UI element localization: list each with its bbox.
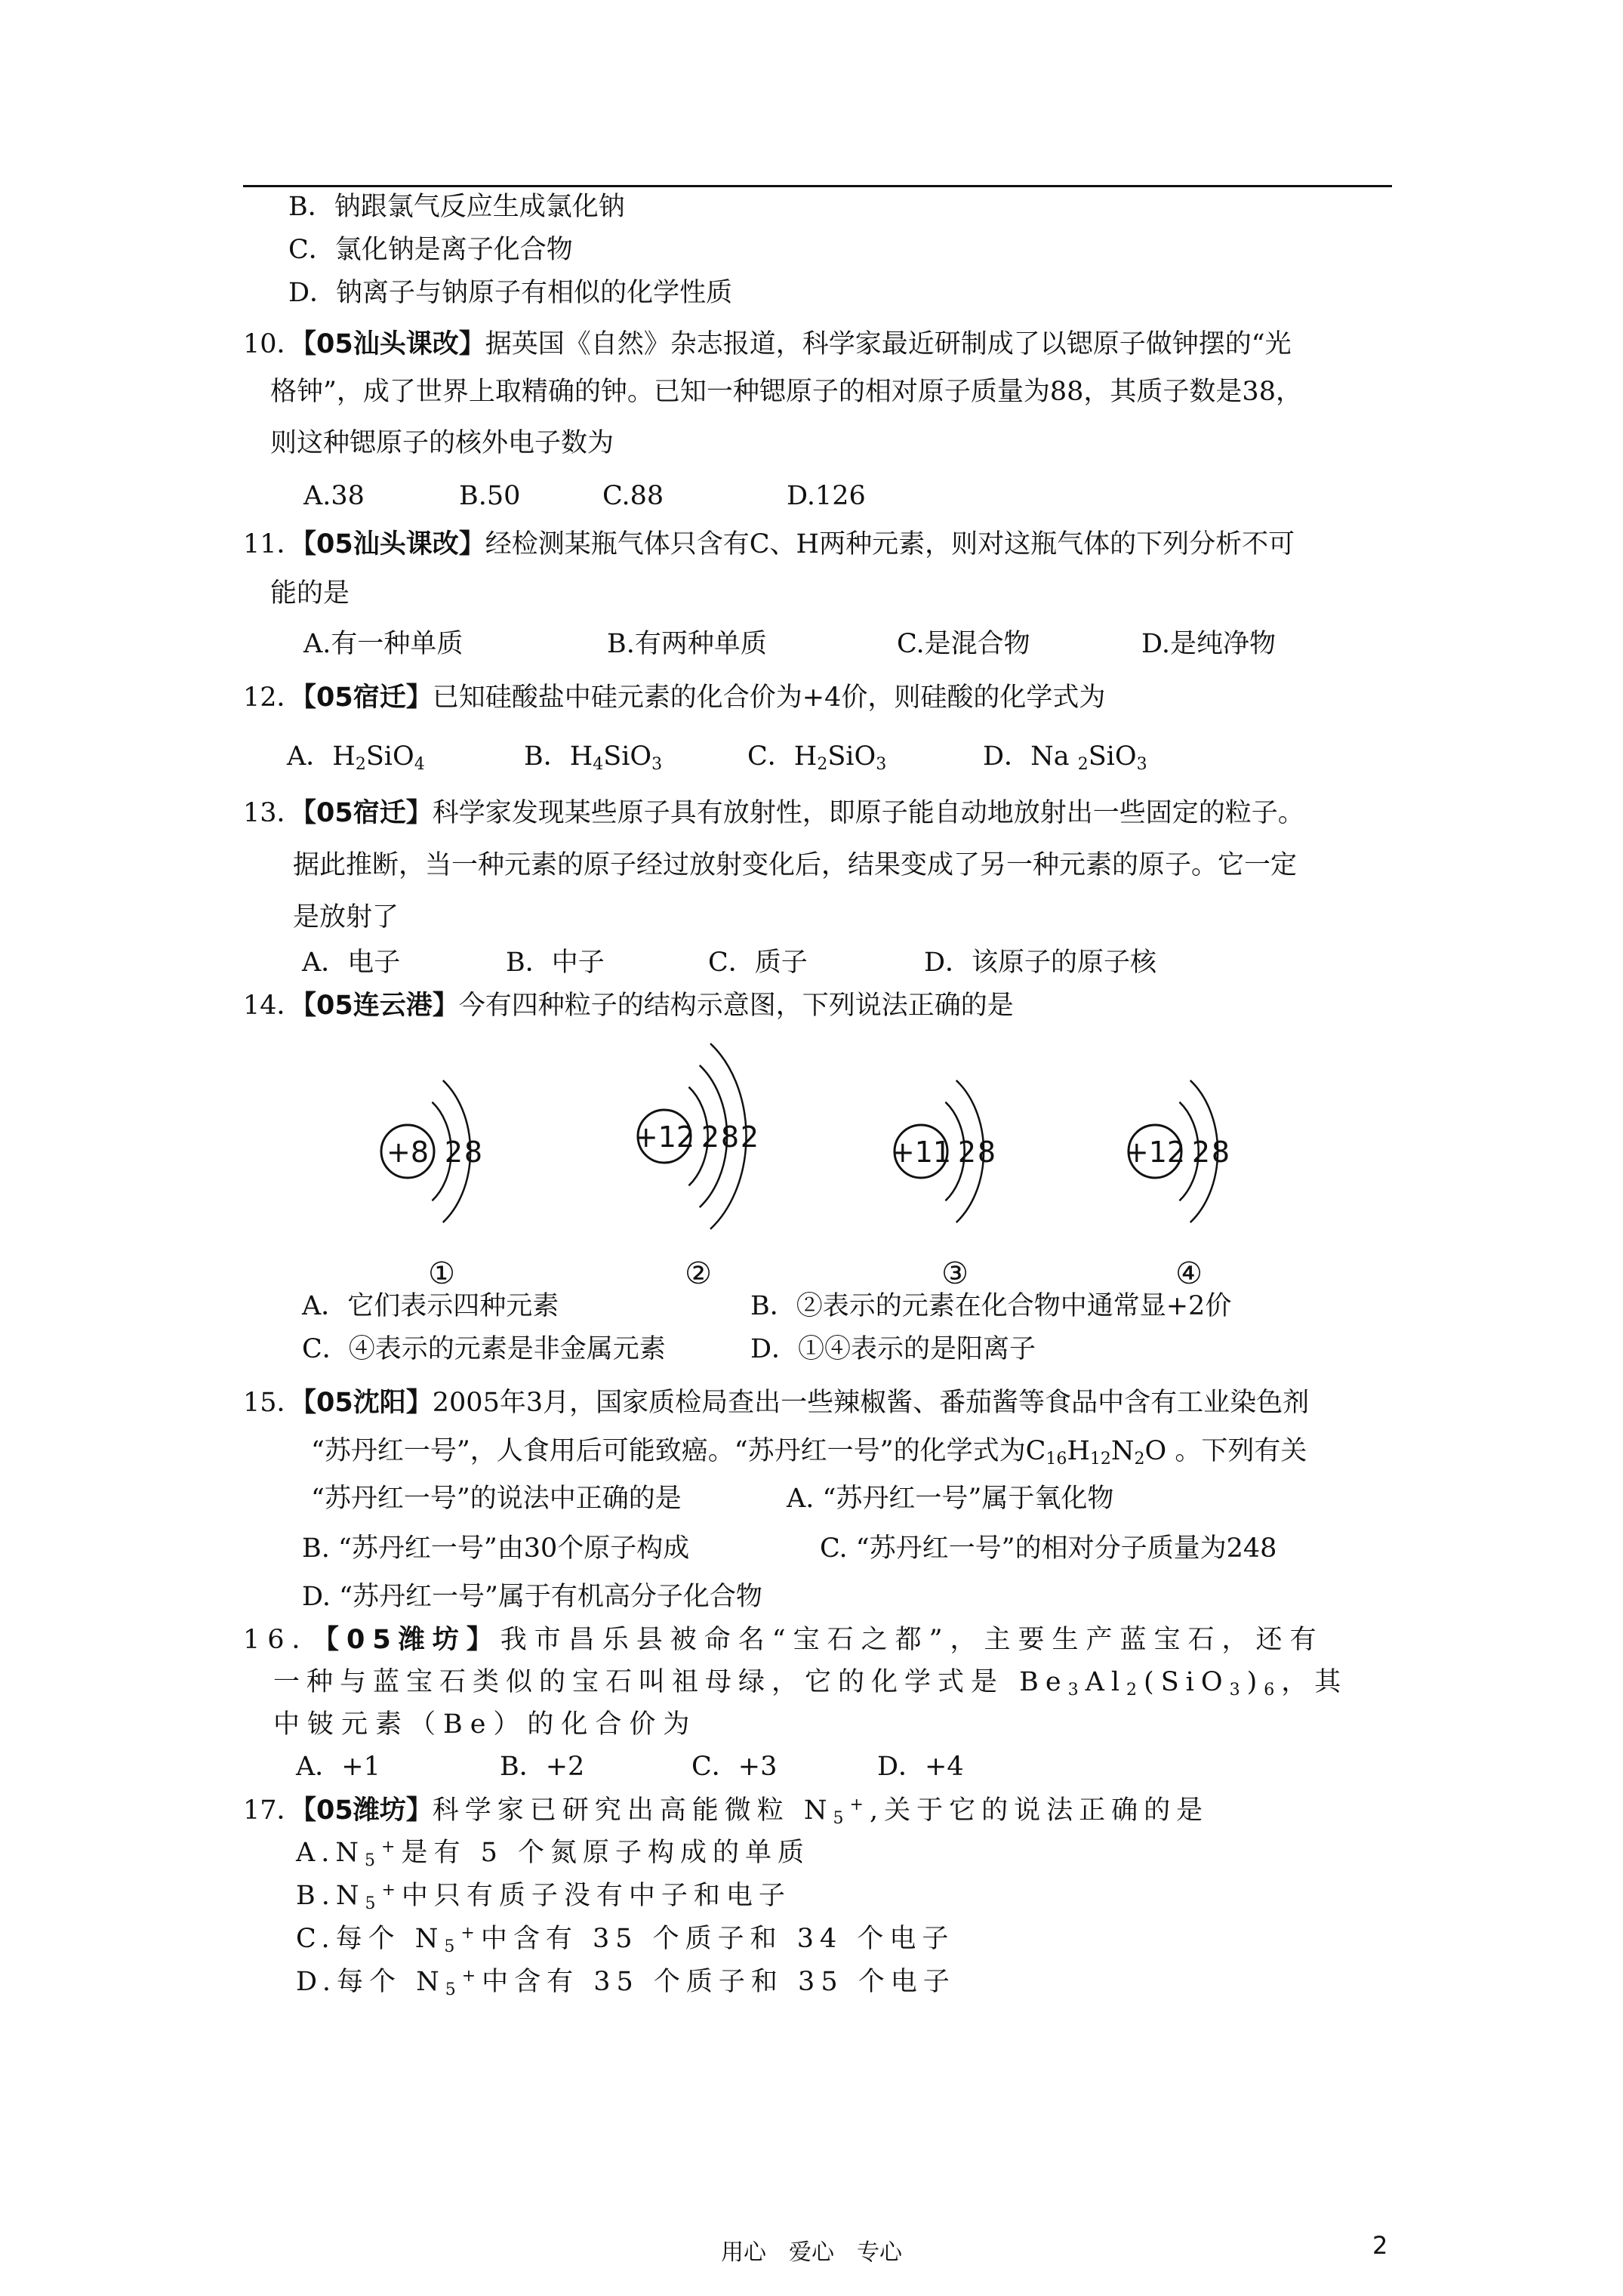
particle-3 [891,1080,996,1291]
q10-option-c: C.88 [602,481,664,511]
particle-label: ④ [1175,1256,1203,1291]
q10-number: 10． [243,329,303,359]
q15-number: 15． [243,1388,303,1418]
q15-source-tag: 【05沈阳】 [303,1388,433,1418]
q15-option-c: C. “苏丹红一号”的相对分子质量为248 [820,1533,1277,1564]
q13-option-a: A．电子 [302,948,401,978]
q14-line1 [243,988,1014,1024]
q11-number: 11． [243,529,303,559]
q11-stem-1: 经检测某瓶气体只含有C、H两种元素，则对这瓶气体的下列分析不可 [485,529,1295,559]
q15-line3 [311,1481,1113,1517]
q10-line1 [243,326,1292,362]
particle-1 [381,1080,482,1291]
shell-electron-count: 2 [444,1136,463,1169]
q16-line2: 一种与蓝宝石类似的宝石叫祖母绿，它的化学式是 $Be_3Al_2(SiO_3)_6$，其 [273,1667,1348,1700]
q17-option-b: $B.N_5^+$中只有质子没有中子和电子 [296,1881,791,1913]
q14-option-b: B．②表示的元素在化合物中通常显+2价 [750,1291,1232,1321]
q11-options [303,626,1276,662]
q15-stem-2: “苏丹红一号”，人食用后可能致癌。“苏丹红一号”的化学式为 [311,1436,1026,1466]
particle-4 [1125,1080,1230,1291]
q12-source-tag: 【05宿迁】 [303,683,433,713]
q15-options-row2 [302,1530,1277,1567]
q16-stem-3: 中铍元素（Be）的化合价为 [273,1709,698,1740]
q16-option-b: B．+2 [500,1752,585,1782]
q16-number: 16． [243,1625,326,1655]
shell-electron-count: 8 [463,1136,483,1169]
q16-options [296,1749,964,1785]
shell-electron-count: 8 [1211,1136,1230,1169]
q17-source-tag: 【05潍坊】 [303,1795,433,1826]
q13-option-b: B．中子 [506,948,605,978]
nucleus-charge: +12 [633,1120,695,1154]
q14-option-d: D．①④表示的是阳离子 [750,1334,1036,1364]
q13-options [302,945,1156,981]
nucleus-charge: +8 [386,1136,430,1169]
nucleus-charge: +12 [1124,1136,1186,1169]
q14-stem-1: 今有四种粒子的结构示意图，下列说法正确的是 [458,991,1014,1021]
q9-option-d: D．钠离子与钠原子有相似的化学性质 [288,278,733,308]
footer-motto: 用心 爱心 专心 [721,2239,902,2266]
q12-option-c: C．$H_2SiO_3$ [747,741,887,774]
shell-electron-count: 2 [957,1136,977,1169]
header-rule [243,185,1392,187]
q13-line1 [243,795,1304,831]
q17-option-a: $A.N_5^+$是有 5 个氮原子构成的单质 [296,1838,810,1870]
q9-option-c: C．氯化钠是离子化合物 [288,235,573,265]
q10-option-b: B.50 [459,481,521,511]
q10-option-d: D.126 [787,481,866,511]
q11-source-tag: 【05汕头课改】 [303,529,485,559]
q12-option-d: D．Na $_2$SiO$_3$ [983,741,1147,774]
shell-electron-count: 8 [720,1120,740,1154]
shell-electron-count: 2 [740,1120,759,1154]
q12-line1 [243,680,1105,716]
q13-option-d: D．该原子的原子核 [924,948,1157,978]
atomic-structure-diagram [362,1034,1283,1306]
q15-line2: “苏丹红一号”，人食用后可能致癌。“苏丹红一号”的化学式为$C_{16}H_{12}N_2O$ 。下列有关 [311,1436,1307,1469]
q11-option-c: C.是混合物 [897,629,1030,659]
particle-label: ② [685,1256,712,1291]
q9-option-b: B．钠跟氯气反应生成氯化钠 [288,192,625,222]
q16-option-a: A．+1 [296,1752,380,1782]
q13-stem-2: 据此推断，当一种元素的原子经过放射变化后，结果变成了另一种元素的原子。它一定 [293,850,1298,880]
q12-option-b: B．$H_4SiO_3$ [524,741,663,774]
q14-options-row1 [302,1288,1231,1324]
q11-option-a: A.有一种单质 [303,629,463,659]
q14-number: 14． [243,991,303,1021]
shell-electron-count: 2 [1191,1136,1211,1169]
shell-electron-count: 2 [701,1120,720,1154]
q13-source-tag: 【05宿迁】 [303,798,433,828]
q15-option-d: D. “苏丹红一号”属于有机高分子化合物 [302,1582,762,1612]
q14-source-tag: 【05连云港】 [303,991,459,1021]
q11-line1 [243,526,1295,562]
particle-2 [634,1043,759,1291]
q10-stem-1: 据英国《自然》杂志报道，科学家最近研制成了以锶原子做钟摆的“光 [485,329,1292,359]
q16-option-c: C．+3 [691,1752,778,1782]
q10-option-a: A.38 [303,481,365,511]
q11-option-b: B.有两种单质 [607,629,767,659]
q15-stem-1: 2005年3月，国家质检局查出一些辣椒酱、番茄酱等食品中含有工业染色剂 [432,1388,1310,1418]
q11-stem-2: 能的是 [270,578,350,609]
q10-stem-2: 格钟”，成了世界上取精确的钟。已知一种锶原子的相对原子质量为88，其质子数是38， [270,377,1302,407]
q10-stem-3: 则这种锶原子的核外电子数为 [270,428,614,458]
q12-stem-1: 已知硅酸盐中硅元素的化合价为+4价，则硅酸的化学式为 [432,683,1106,713]
q13-number: 13． [243,798,303,828]
q12-options [287,738,1147,775]
q15-formula: $C_{16}H_{12}N_2O$ [1025,1436,1167,1469]
q17-option-d: D.每个 $N_5^+$中含有 35 个质子和 35 个电子 [296,1967,956,1999]
q12-option-a: A．$H_2SiO_4$ [287,741,425,774]
q15-option-b: B. “苏丹红一号”由30个原子构成 [302,1533,690,1564]
q15-line1 [243,1385,1309,1421]
q11-option-d: D.是纯净物 [1141,629,1276,659]
q14-options-row2 [302,1331,1036,1367]
q13-stem-3: 是放射了 [293,902,399,932]
q15-stem-3: “苏丹红一号”的说法中正确的是 [311,1484,682,1514]
page-number: 2 [1372,2231,1388,2260]
q16-line1 [243,1622,1324,1658]
q14-option-c: C．④表示的元素是非金属元素 [302,1334,666,1364]
q16-source-tag: 【05潍坊】 [325,1625,500,1655]
q13-option-c: C．质子 [708,948,808,978]
q12-number: 12． [243,683,303,713]
q14-option-a: A．它们表示四种元素 [302,1291,559,1321]
q10-options [303,478,866,514]
nucleus-charge: +11 [890,1136,952,1169]
q13-stem-1: 科学家发现某些原子具有放射性，即原子能自动地放射出一些固定的粒子。 [432,798,1304,828]
particle-label: ① [428,1256,455,1291]
q17-line1: 17．【05潍坊】科学家已研究出高能微粒 $N_5^+$,关于它的说法正确的是 [243,1795,1209,1828]
q10-source-tag: 【05汕头课改】 [303,329,485,359]
particle-label: ③ [941,1256,969,1291]
q17-number: 17． [243,1795,303,1826]
q15-option-a: A. “苏丹红一号”属于氧化物 [787,1484,1114,1514]
q16-option-d: D．+4 [877,1752,964,1782]
q16-stem-1: 我市昌乐县被命名“宝石之都”，主要生产蓝宝石，还有 [500,1625,1324,1655]
shell-electron-count: 8 [977,1136,996,1169]
q17-option-c: C.每个 $N_5^+$中含有 35 个质子和 34 个电子 [296,1924,955,1956]
